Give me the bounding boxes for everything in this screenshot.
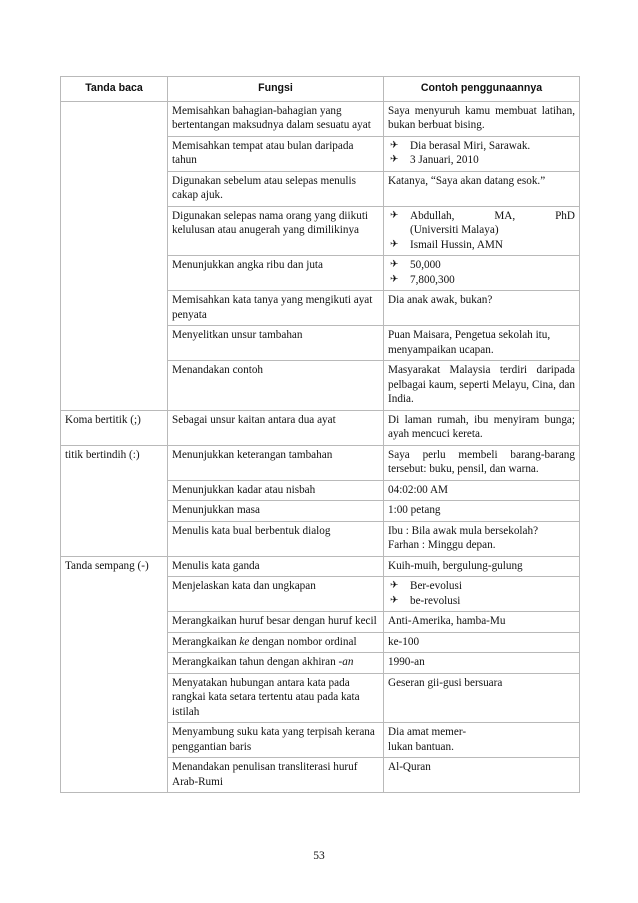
fungsi-cell: Digunakan selepas nama orang yang diikuti kelulusan atau anugerah yang dimilikinya	[168, 206, 384, 256]
tanda-cell: Tanda sempang (-)	[61, 556, 168, 793]
airplane-bullet-icon: ✈	[390, 154, 399, 165]
page-number: 53	[313, 850, 325, 862]
fungsi-cell: Menandakan penulisan transliterasi huruf Arab-Rumi	[168, 758, 384, 793]
contoh-cell: Katanya, “Saya akan datang esok.”	[384, 171, 580, 206]
fungsi-cell: Menulis kata ganda	[168, 556, 384, 577]
contoh-cell	[384, 256, 580, 291]
fungsi-cell: Menunjukkan angka ribu dan juta	[168, 256, 384, 291]
contoh-cell: Anti-Amerika, hamba-Mu	[384, 612, 580, 633]
list-item: ✈ 3 Januari, 2010	[390, 154, 479, 166]
contoh-cell: Di laman rumah, ibu menyiram bunga; ayah mencuci kereta.	[384, 410, 580, 445]
fungsi-cell: Memisahkan tempat atau bulan daripada tahun	[168, 136, 384, 171]
contoh-cell: Dia amat memer- lukan bantuan.	[384, 723, 580, 758]
airplane-bullet-icon: ✈	[390, 594, 399, 606]
contoh-cell	[384, 136, 580, 171]
contoh-cell: Ibu : Bila awak mula bersekolah? Farhan : Minggu depan.	[384, 521, 580, 556]
airplane-bullet-icon: ✈	[390, 209, 399, 221]
list-item: ✈ be-revolusi	[390, 594, 461, 607]
airplane-bullet-icon: ✈	[390, 238, 399, 250]
tanda-cell: titik bertindih (:)	[61, 445, 168, 556]
contoh-cell: ke-100	[384, 632, 580, 653]
fungsi-cell: Memisahkan kata tanya yang mengikuti ayat penyata	[168, 291, 384, 326]
contoh-cell: 1990-an	[384, 653, 580, 674]
fungsi-cell: Menulis kata bual berbentuk dialog	[168, 521, 384, 556]
list-item: ✈ Dia berasal Miri, Sarawak.	[390, 139, 531, 152]
contoh-cell: Geseran gii-gusi bersuara	[384, 673, 580, 723]
fungsi-cell: Menunjukkan kadar atau nisbah	[168, 480, 384, 501]
airplane-bullet-icon: ✈	[390, 273, 399, 285]
fungsi-cell: Menyelitkan unsur tambahan	[168, 326, 384, 361]
airplane-bullet-icon: ✈	[390, 580, 399, 591]
list-item: ✈ Ismail Hussin, AMN	[390, 238, 503, 251]
fungsi-cell: Menyatakan hubungan antara kata pada rangkai kata setara tertentu atau pada kata istilah	[168, 673, 384, 723]
table-row	[61, 556, 580, 577]
list-item: ✈ Abdullah, MA, PhD (Universiti Malaya)	[390, 209, 575, 236]
table-row	[61, 410, 580, 445]
tanda-cell: Koma bertitik (;)	[61, 410, 168, 445]
contoh-cell: Dia anak awak, bukan?	[384, 291, 580, 326]
contoh-cell: 04:02:00 AM	[384, 480, 580, 501]
fungsi-cell: Menunjukkan masa	[168, 501, 384, 522]
contoh-cell: Puan Maisara, Pengetua sekolah itu, menyampaikan ucapan.	[384, 326, 580, 361]
list-item: ✈ 7,800,300	[390, 273, 455, 286]
header-tanda-baca: Tanda baca	[61, 77, 168, 102]
fungsi-cell: Menjelaskan kata dan ungkapan	[168, 577, 384, 612]
contoh-cell: Kuih-muih, bergulung-gulung	[384, 556, 580, 577]
header-contoh: Contoh penggunaannya	[384, 77, 580, 102]
table-row	[61, 101, 580, 136]
table-row	[61, 445, 580, 480]
fungsi-cell: Menyambung suku kata yang terpisah kerana penggantian baris	[168, 723, 384, 758]
fungsi-cell: Memisahkan bahagian-bahagian yang bertentangan maksudnya dalam sesuatu ayat	[168, 101, 384, 136]
contoh-cell: Masyarakat Malaysia terdiri daripada pelbagai kaum, seperti Melayu, Cina, dan India.	[384, 361, 580, 411]
contoh-cell: Saya menyuruh kamu membuat latihan, bukan berbuat bising.	[384, 101, 580, 136]
fungsi-cell: Merangkaikan tahun dengan akhiran -an	[168, 653, 384, 674]
contoh-cell: Al-Quran	[384, 758, 580, 793]
fungsi-cell: Merangkaikan huruf besar dengan huruf kecil	[168, 612, 384, 633]
contoh-cell	[384, 206, 580, 256]
contoh-cell: 1:00 petang	[384, 501, 580, 522]
fungsi-cell: Digunakan sebelum atau selepas menulis cakap ajuk.	[168, 171, 384, 206]
list-item: ✈ 50,000	[390, 259, 441, 271]
tanda-cell-koma	[61, 101, 168, 410]
table-header-row	[61, 77, 580, 102]
fungsi-cell: Menunjukkan keterangan tambahan	[168, 445, 384, 480]
list-item: ✈ Ber-evolusi	[390, 580, 462, 592]
header-fungsi: Fungsi	[168, 77, 384, 102]
contoh-cell	[384, 577, 580, 612]
airplane-bullet-icon: ✈	[390, 259, 399, 270]
contoh-cell: Saya perlu membeli barang-barang tersebut: buku, pensil, dan warna.	[384, 445, 580, 480]
fungsi-cell: Sebagai unsur kaitan antara dua ayat	[168, 410, 384, 445]
fungsi-cell: Menandakan contoh	[168, 361, 384, 411]
fungsi-cell: Merangkaikan ke dengan nombor ordinal	[168, 632, 384, 653]
punctuation-table	[60, 76, 580, 793]
airplane-bullet-icon: ✈	[390, 139, 399, 151]
